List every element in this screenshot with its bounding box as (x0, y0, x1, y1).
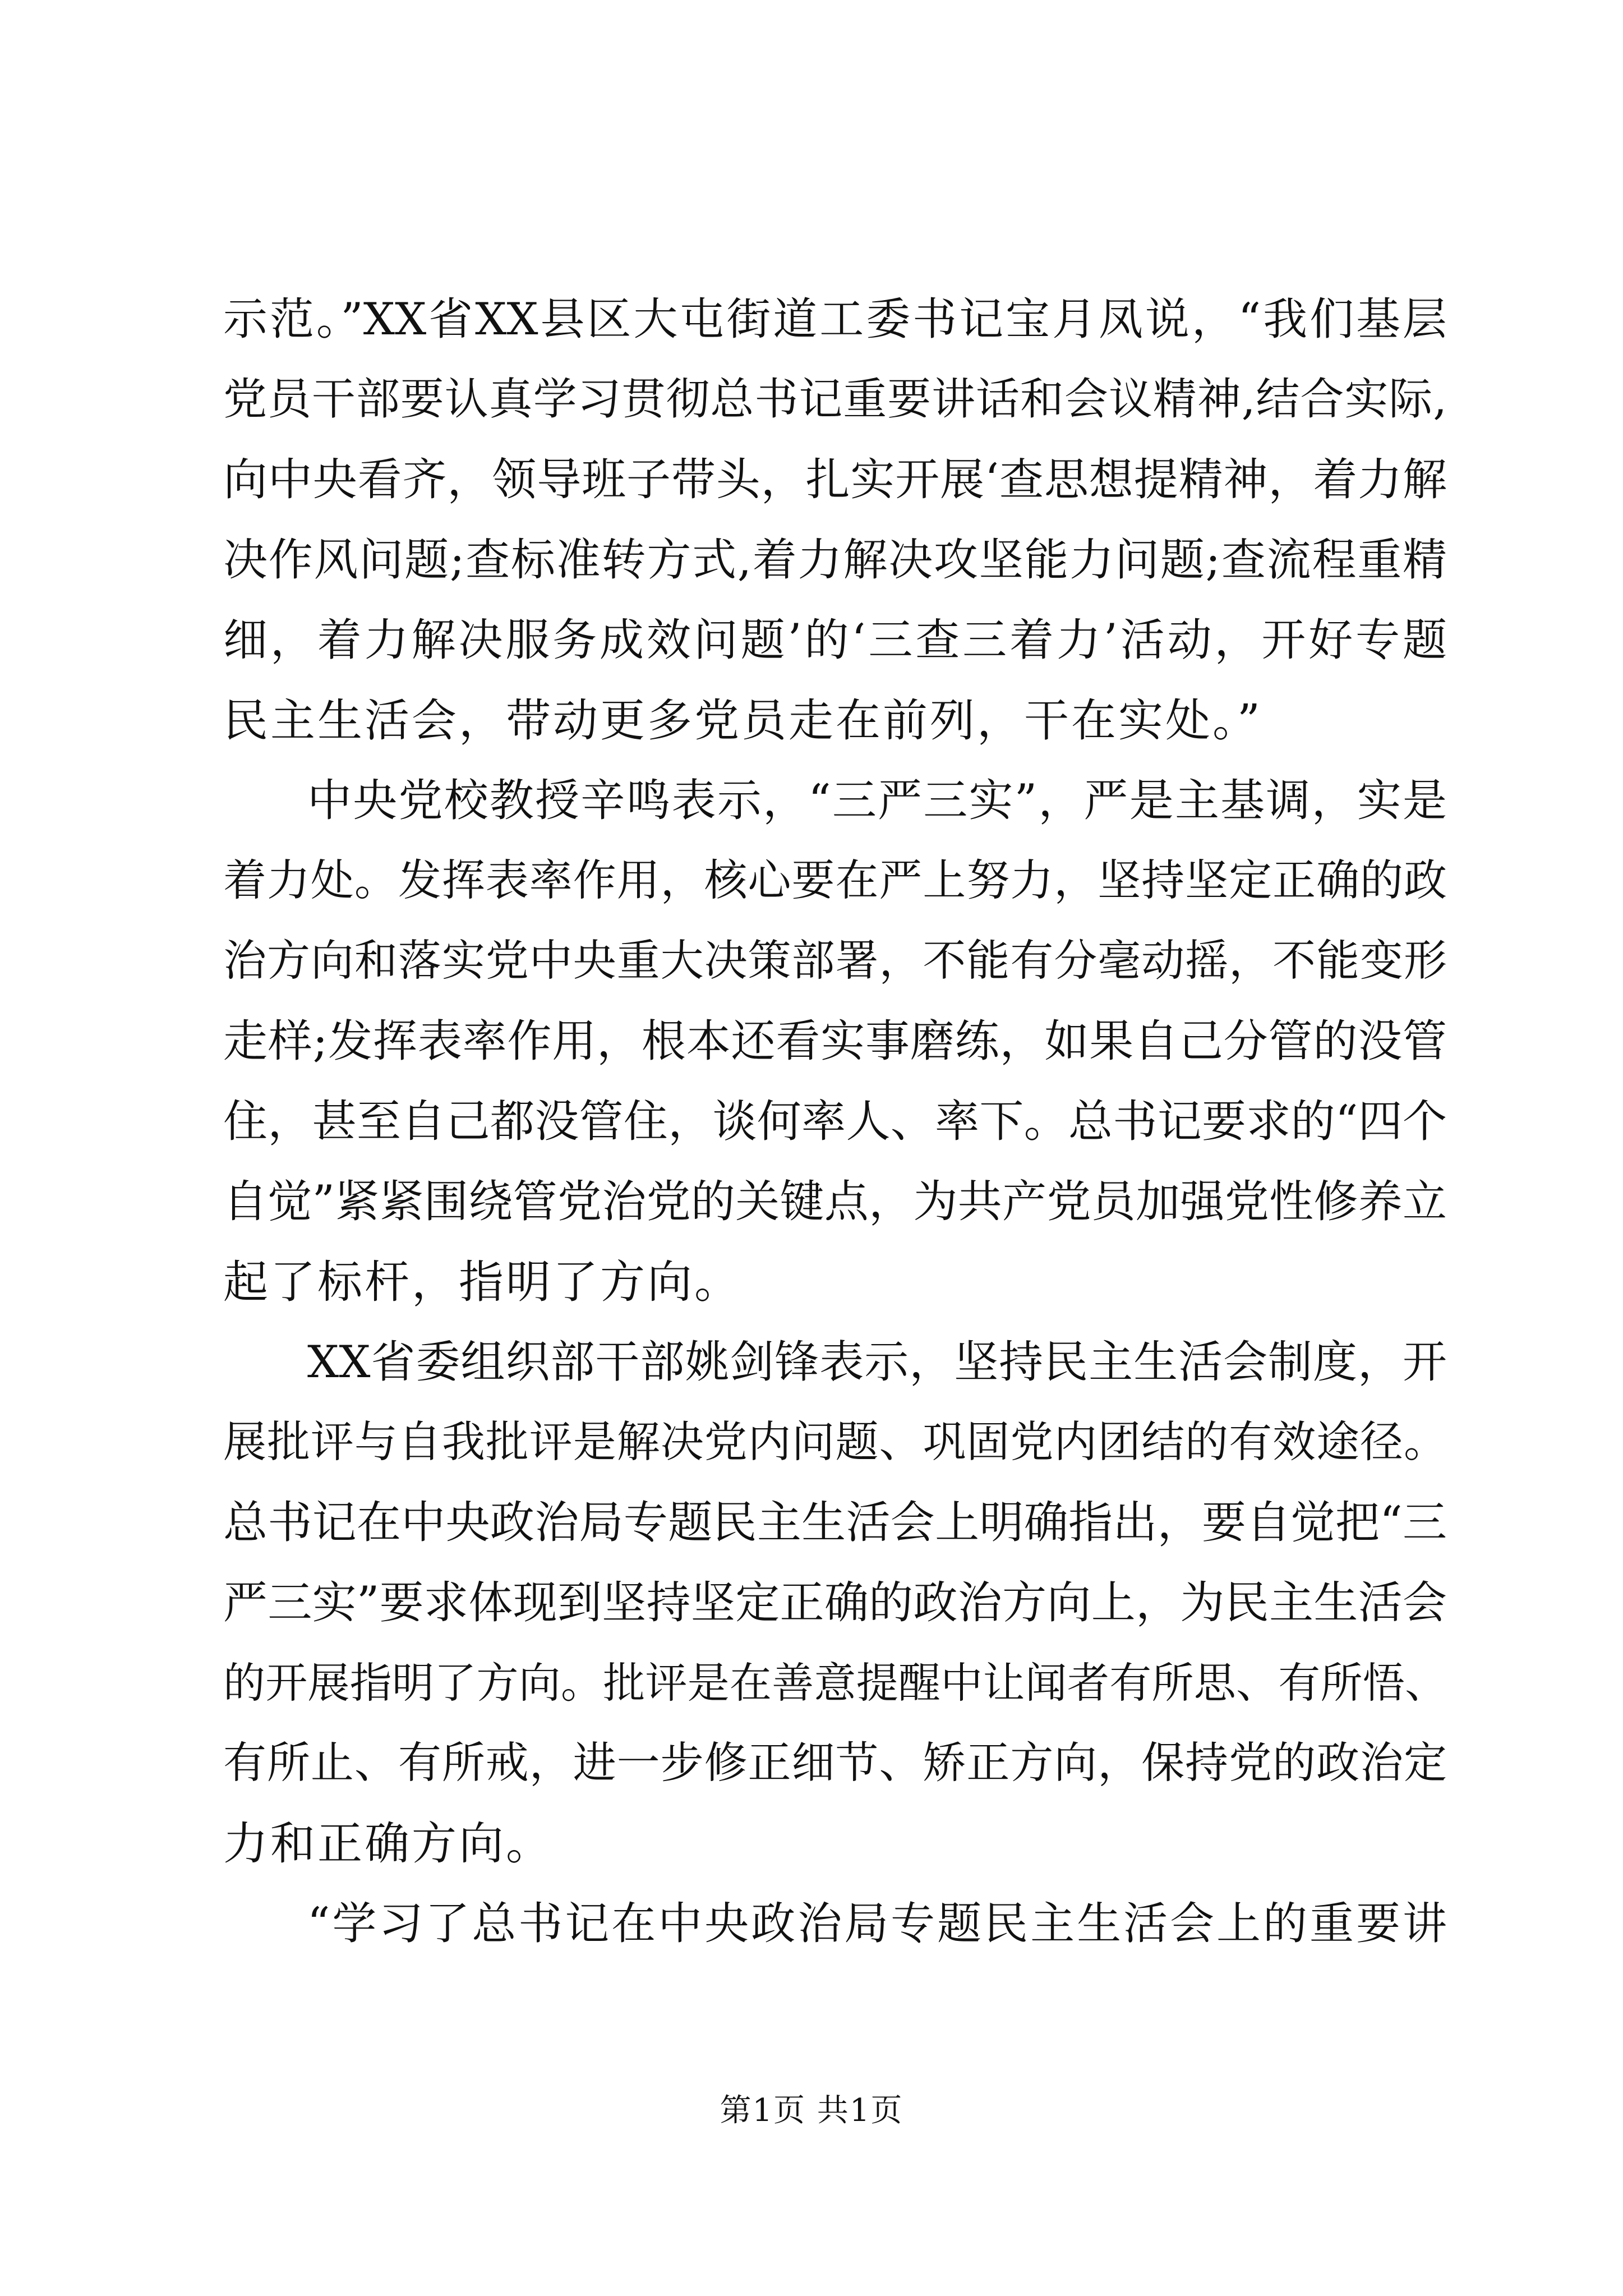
text-line: 走样;发挥表率作用，根本还看实事磨练，如果自己分管的没管 (223, 1015, 1447, 1067)
text-line: 治方向和落实党中央重大决策部署，不能有分毫动摇，不能变形 (223, 936, 1447, 986)
text-line: 着力处。发挥表率作用，核心要在严上努力，坚持坚定正确的政 (223, 856, 1447, 906)
text-line: 示范。”XX省XX县区大屯街道工委书记宝月凤说，“我们基层 (223, 293, 1447, 345)
text-line: 力和正确方向。 (223, 1818, 553, 1870)
text-line: 总书记在中央政治局专题民主生活会上明确指出，要自觉把“三 (223, 1497, 1447, 1548)
text-line: XX省委组织部干部姚剑锋表示，坚持民主生活会制度，开 (307, 1336, 1447, 1388)
text-line: 起了标杆，指明了方向。 (223, 1256, 741, 1308)
text-line: 中央党校教授辛鸣表示，“三严三实”，严是主基调，实是 (307, 775, 1447, 826)
document-body (223, 279, 1447, 1964)
text-line: 住，甚至自己都没管住，谈何率人、率下。总书记要求的“四个 (223, 1096, 1447, 1147)
text-line: 向中央看齐，领导班子带头，扎实开展‘查思想提精神，着力解 (223, 454, 1447, 505)
text-line: 展批评与自我批评是解决党内问题、巩固党内团结的有效途径。 (223, 1418, 1447, 1467)
text-line: 自觉”紧紧围绕管党治党的关键点，为共产党员加强党性修养立 (223, 1176, 1447, 1227)
text-line: 民主生活会，带动更多党员走在前列，干在实处。” (223, 694, 1262, 747)
text-line: “学习了总书记在中央政治局专题民主生活会上的重要讲 (307, 1898, 1447, 1949)
text-line: 决作风问题;查标准转方式,着力解决攻坚能力问题;查流程重精 (223, 534, 1447, 586)
text-line: 严三实”要求体现到坚持坚定正确的政治方向上，为民主生活会 (223, 1577, 1447, 1628)
text-line: 党员干部要认真学习贯彻总书记重要讲话和会议精神,结合实际, (223, 374, 1447, 425)
text-line: 有所止、有所戒，进一步修正细节、矫正方向，保持党的政治定 (223, 1738, 1447, 1788)
text-line: 的开展指明了方向。批评是在善意提醒中让闻者有所思、有所悟、 (223, 1658, 1447, 1708)
text-line: 细，着力解决服务成效问题’的‘三查三着力’活动，开好专题 (223, 614, 1447, 666)
page-footer: 第1页 共1页 (720, 2092, 903, 2129)
